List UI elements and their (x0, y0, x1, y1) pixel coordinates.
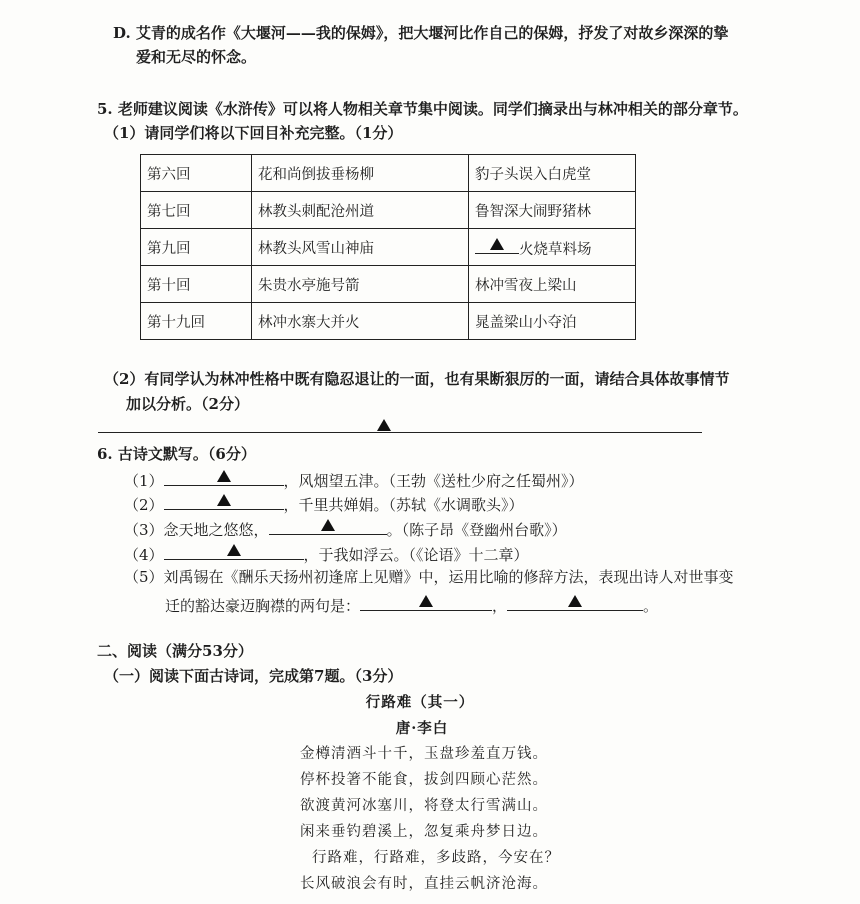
item-number: （3） (124, 521, 164, 539)
q5-part2-line1: （2）有同学认为林冲性格中既有隐忍退让的一面，也有果断狠厉的一面，请结合具体故事情节 (104, 370, 730, 388)
answer-line[interactable] (98, 432, 702, 433)
option-d-line2: 爱和无尽的怀念。 (136, 48, 257, 66)
fill-blank[interactable] (360, 592, 492, 611)
option-d-line1: D. 艾青的成名作《大堰河——我的保姆》，把大堰河比作自己的保姆，抒发了对故乡深深的挚 (113, 24, 729, 42)
answer-marker-icon (217, 470, 231, 482)
table-cell: 鲁智深大闹野猪林 (469, 192, 636, 229)
item-text: 。 (643, 597, 659, 615)
table-cell: 花和尚倒拔垂杨柳 (252, 155, 469, 192)
item-text: 迁的豁达豪迈胸襟的两句是： (165, 597, 361, 615)
table-cell: 第十回 (141, 266, 252, 303)
item-number: （5） (124, 568, 164, 586)
poem-line: 欲渡黄河冰塞川，将登太行雪满山。 (300, 798, 548, 814)
table-cell: 第七回 (141, 192, 252, 229)
q6-item-3 (124, 516, 567, 540)
item-text: 。（陈子昂《登幽州台歌》） (386, 521, 567, 539)
fill-blank[interactable] (164, 467, 284, 486)
table-cell: 林教头刺配沧州道 (252, 192, 469, 229)
item-text: ，风烟望五津。（王勃《送杜少府之任蜀州》） (283, 472, 584, 490)
q6-item-5 (124, 566, 734, 587)
fill-blank[interactable] (164, 541, 304, 560)
q6-stem: 6. 古诗文默写。（6分） (97, 445, 256, 463)
section-heading: 二、阅读（满分53分） (97, 642, 253, 660)
item-number: （2） (124, 496, 164, 514)
answer-marker-icon (377, 419, 391, 431)
item-text: 刘禹锡在《酬乐天扬州初逢席上见赠》中，运用比喻的修辞方法，表现出诗人对世事变 (163, 568, 734, 586)
table-cell-text: 火烧草料场 (519, 242, 592, 258)
answer-marker-icon (490, 238, 504, 250)
q6-item-5-line2 (165, 592, 658, 616)
q5-part2-line2: 加以分析。（2分） (126, 395, 249, 413)
chapter-table (140, 154, 636, 340)
item-text: ， (492, 597, 508, 615)
answer-marker-icon (321, 519, 335, 531)
poem-title: 行路难（其一） (365, 694, 475, 711)
item-text: ，千里共婵娟。（苏轼《水调歌头》） (283, 496, 524, 514)
poem-line: 金樽清酒斗十千，玉盘珍羞直万钱。 (300, 746, 548, 762)
item-text: ，于我如浮云。（《论语》十二章） (303, 546, 529, 564)
table-row (141, 266, 636, 303)
fill-blank[interactable] (475, 235, 519, 254)
section-subheading: （一）阅读下面古诗词，完成第7题。（3分） (104, 667, 403, 685)
item-text: 念天地之悠悠， (163, 521, 269, 539)
item-number: （4） (124, 546, 164, 564)
table-cell: 林冲水寨大并火 (252, 303, 469, 340)
table-cell: 第十九回 (141, 303, 252, 340)
q5-part1: （1）请同学们将以下回目补充完整。（1分） (104, 124, 403, 142)
table-row (141, 155, 636, 192)
table-cell: 朱贵水亭施号箭 (252, 266, 469, 303)
poem-line: 行路难，行路难，多歧路，今安在？ (312, 850, 560, 866)
table-row (141, 229, 636, 266)
q5-stem: 5. 老师建议阅读《水浒传》可以将人物相关章节集中阅读。同学们摘录出与林冲相关的部分章节。 (97, 100, 748, 118)
answer-marker-icon (419, 595, 433, 607)
poem-line: 停杯投箸不能食，拔剑四顾心茫然。 (300, 772, 548, 788)
q6-item-2 (124, 491, 524, 515)
fill-blank[interactable] (269, 516, 387, 535)
table-cell: 第九回 (141, 229, 252, 266)
answer-marker-icon (217, 494, 231, 506)
fill-blank[interactable] (164, 491, 284, 510)
answer-marker-icon (568, 595, 582, 607)
table-cell: 晁盖梁山小夺泊 (469, 303, 636, 340)
poem-line: 长风破浪会有时，直挂云帆济沧海。 (300, 876, 548, 892)
q6-item-1 (124, 467, 584, 491)
table-row (141, 303, 636, 340)
table-cell: 豹子头误入白虎堂 (469, 155, 636, 192)
poem-author: 唐·李白 (395, 720, 449, 737)
poem-line: 闲来垂钓碧溪上，忽复乘舟梦日边。 (300, 824, 548, 840)
fill-blank[interactable] (507, 592, 643, 611)
table-cell: 第六回 (141, 155, 252, 192)
answer-cell[interactable] (469, 229, 636, 266)
answer-marker-icon (227, 544, 241, 556)
table-cell: 林冲雪夜上梁山 (469, 266, 636, 303)
table-cell: 林教头风雪山神庙 (252, 229, 469, 266)
q6-item-4 (124, 541, 529, 565)
table-row (141, 192, 636, 229)
item-number: （1） (124, 472, 164, 490)
